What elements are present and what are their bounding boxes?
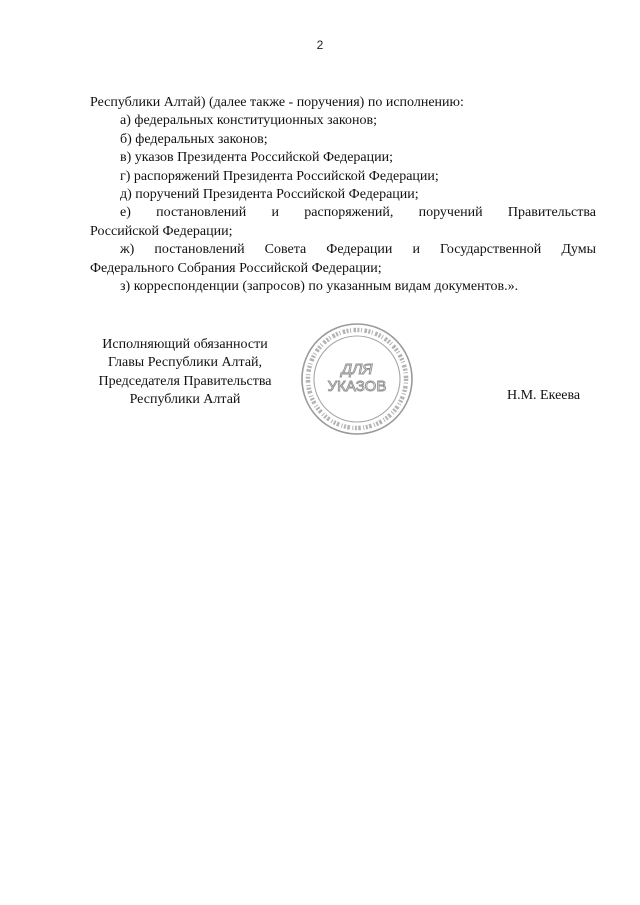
- document-body: [90, 94, 596, 296]
- signature-position-line: Главы Республики Алтай,: [107, 355, 263, 371]
- stamp-text-top: ДЛЯ: [341, 361, 373, 378]
- signer-name: Н.М. Екеева: [507, 388, 581, 403]
- stamp-text-bottom: УКАЗОВ: [327, 378, 387, 395]
- body-line: з) корреспонденции (запросов) по указанным видам документов.».: [120, 279, 519, 295]
- body-line: ж) постановлений Совета Федерации и Государственной Думы: [120, 242, 596, 258]
- body-line: Российской Федерации;: [90, 223, 233, 239]
- body-line: Республики Алтай) (далее также - поручения) по исполнению:: [90, 95, 464, 110]
- body-line: а) федеральных конституционных законов;: [120, 113, 377, 129]
- signature-position-line: Республики Алтай: [129, 392, 241, 408]
- body-line: г) распоряжений Президента Российской Федерации;: [120, 168, 439, 184]
- page-number: 2: [316, 38, 324, 52]
- signature-position-line: Исполняющий обязанности: [102, 337, 268, 352]
- body-line: в) указов Президента Российской Федерации;: [120, 150, 393, 166]
- body-line: д) поручений Президента Российской Федерации;: [120, 187, 419, 203]
- body-line: б) федеральных законов;: [120, 131, 268, 147]
- signature-position: [90, 336, 280, 410]
- signature-position-line: Председателя Правительства: [98, 373, 272, 389]
- official-stamp: [300, 322, 414, 436]
- body-line: Федерального Собрания Российской Федерации;: [90, 260, 382, 276]
- body-line: е) постановлений и распоряжений, поручений Правительства: [120, 205, 596, 221]
